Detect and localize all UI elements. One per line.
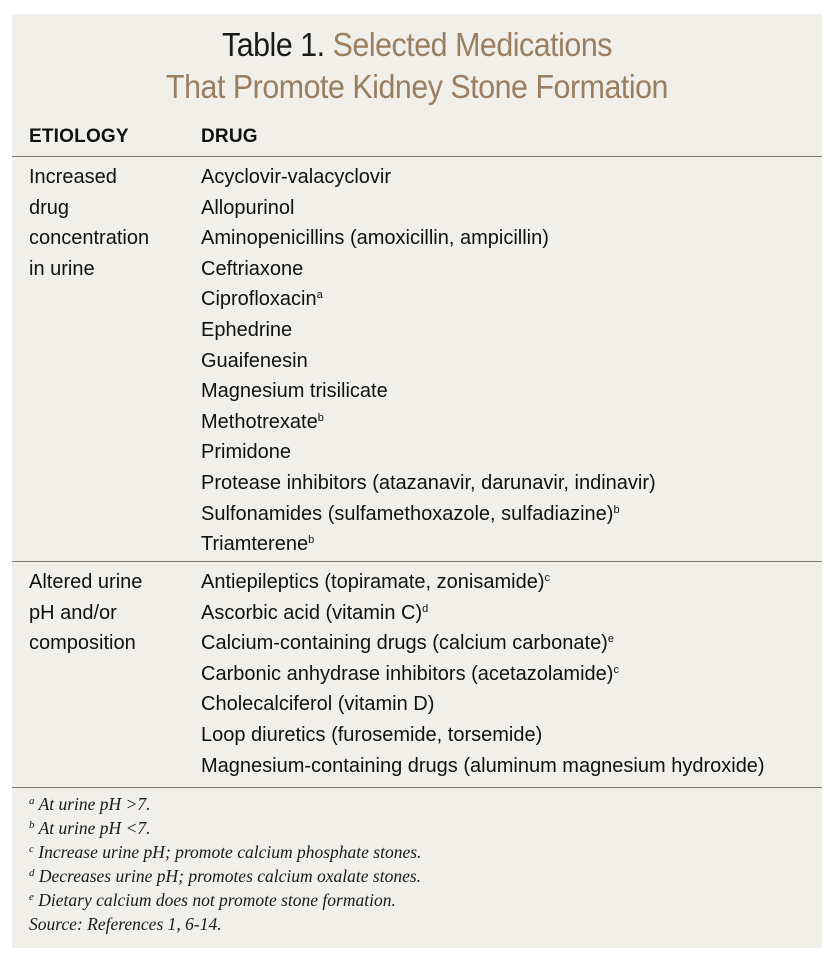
footnote-mark: d bbox=[29, 867, 35, 879]
drug-name: Sulfonamides (sulfamethoxazole, sulfadiazine) bbox=[201, 502, 614, 525]
drug-name: Carbonic anhydrase inhibitors (acetazolamide) bbox=[201, 662, 614, 685]
drug-item bbox=[201, 346, 656, 377]
footnote bbox=[29, 864, 421, 888]
drug-item bbox=[201, 499, 656, 530]
group-1-drugs bbox=[201, 162, 656, 560]
footnote-mark: c bbox=[544, 572, 550, 584]
drug-item bbox=[201, 193, 656, 224]
drug-name: Triamterene bbox=[201, 533, 309, 556]
footnote-mark: b bbox=[317, 411, 324, 424]
title-text-2: That Promote Kidney Stone Formation bbox=[166, 68, 668, 105]
footnote-mark: c bbox=[613, 663, 619, 676]
drug-name: Acyclovir-valacyclovir bbox=[201, 166, 392, 188]
footnote-rule bbox=[12, 787, 822, 788]
header-rule bbox=[12, 156, 822, 157]
header-etiology: ETIOLOGY bbox=[29, 126, 129, 147]
drug-item bbox=[201, 223, 656, 254]
drug-name: Antiepileptics (topiramate, zonisamide) bbox=[201, 571, 545, 593]
drug-item bbox=[201, 628, 765, 659]
drug-item bbox=[201, 689, 765, 720]
etiology-line: concentration bbox=[29, 227, 150, 250]
footnote-mark: a bbox=[29, 795, 35, 807]
drug-item bbox=[201, 751, 765, 782]
footnote bbox=[29, 840, 421, 864]
etiology-line: composition bbox=[29, 632, 136, 655]
footnote-mark: b bbox=[613, 503, 620, 516]
drug-name: Calcium-containing drugs (calcium carbonate) bbox=[201, 632, 608, 655]
drug-name: Ciprofloxacin bbox=[201, 288, 317, 311]
drug-name: Guaifenesin bbox=[201, 349, 308, 372]
footnotes bbox=[29, 792, 421, 936]
etiology-line: drug bbox=[29, 196, 70, 219]
drug-item bbox=[201, 720, 765, 751]
etiology-line: Increased bbox=[29, 166, 117, 188]
drug-name: Magnesium-containing drugs (aluminum magnesium hydroxide) bbox=[201, 754, 765, 777]
group-2-drugs bbox=[201, 567, 765, 781]
drug-item bbox=[201, 598, 765, 629]
footnote bbox=[29, 888, 421, 912]
drug-name: Magnesium trisilicate bbox=[201, 380, 388, 403]
footnote-mark: b bbox=[308, 534, 315, 547]
drug-item bbox=[201, 284, 656, 315]
drug-item bbox=[201, 376, 656, 407]
footnote-mark: d bbox=[422, 602, 429, 615]
drug-name: Cholecalciferol (vitamin D) bbox=[201, 693, 435, 716]
drug-name: Aminopenicillins (amoxicillin, ampicillin) bbox=[201, 227, 549, 250]
footnote-mark: a bbox=[316, 289, 323, 302]
header-drug: DRUG bbox=[201, 126, 258, 147]
footnote-text: Increase urine pH; promote calcium phosphate stones. bbox=[38, 842, 422, 862]
drug-item bbox=[201, 659, 765, 690]
footnote-text: Dietary calcium does not promote stone formation. bbox=[38, 890, 396, 910]
footnote-mark: e bbox=[29, 891, 34, 903]
etiology-line: in urine bbox=[29, 257, 95, 280]
footnote-mark: e bbox=[607, 633, 614, 646]
drug-name: Methotrexate bbox=[201, 410, 318, 433]
drug-name: Ephedrine bbox=[201, 318, 293, 341]
drug-name: Ascorbic acid (vitamin C) bbox=[201, 601, 423, 624]
etiology-line: Altered urine bbox=[29, 571, 143, 593]
title-text-1: Selected Medications bbox=[332, 26, 613, 63]
drug-item bbox=[201, 437, 656, 468]
drug-item bbox=[201, 567, 765, 598]
footnote bbox=[29, 792, 421, 816]
drug-item bbox=[201, 162, 656, 193]
group-1-etiology bbox=[29, 162, 149, 284]
drug-name: Ceftriaxone bbox=[201, 257, 304, 280]
drug-item bbox=[201, 315, 656, 346]
drug-item bbox=[201, 468, 656, 499]
footnote bbox=[29, 816, 421, 840]
table-panel bbox=[12, 14, 822, 948]
title-line-1 bbox=[44, 24, 789, 66]
drug-name: Protease inhibitors (atazanavir, darunavir, indinavir) bbox=[201, 471, 656, 494]
source-note: Source: References 1, 6-14. bbox=[29, 914, 222, 934]
drug-name: Loop diuretics (furosemide, torsemide) bbox=[201, 723, 543, 746]
title-prefix: Table 1. bbox=[221, 26, 325, 63]
drug-item bbox=[201, 407, 656, 438]
footnote-text: At urine pH <7. bbox=[38, 818, 151, 838]
footnote-text: At urine pH >7. bbox=[38, 794, 151, 814]
drug-item bbox=[201, 529, 656, 560]
drug-item bbox=[201, 254, 656, 285]
group-divider bbox=[12, 561, 822, 562]
drug-name: Primidone bbox=[201, 441, 292, 464]
table-title bbox=[44, 24, 789, 108]
footnote-mark: b bbox=[29, 819, 35, 831]
drug-name: Allopurinol bbox=[201, 196, 295, 219]
footnote-mark: c bbox=[29, 843, 34, 855]
group-2-etiology bbox=[29, 567, 142, 659]
etiology-line: pH and/or bbox=[29, 601, 117, 624]
footnote-text: Decreases urine pH; promotes calcium oxalate stones. bbox=[38, 866, 422, 886]
